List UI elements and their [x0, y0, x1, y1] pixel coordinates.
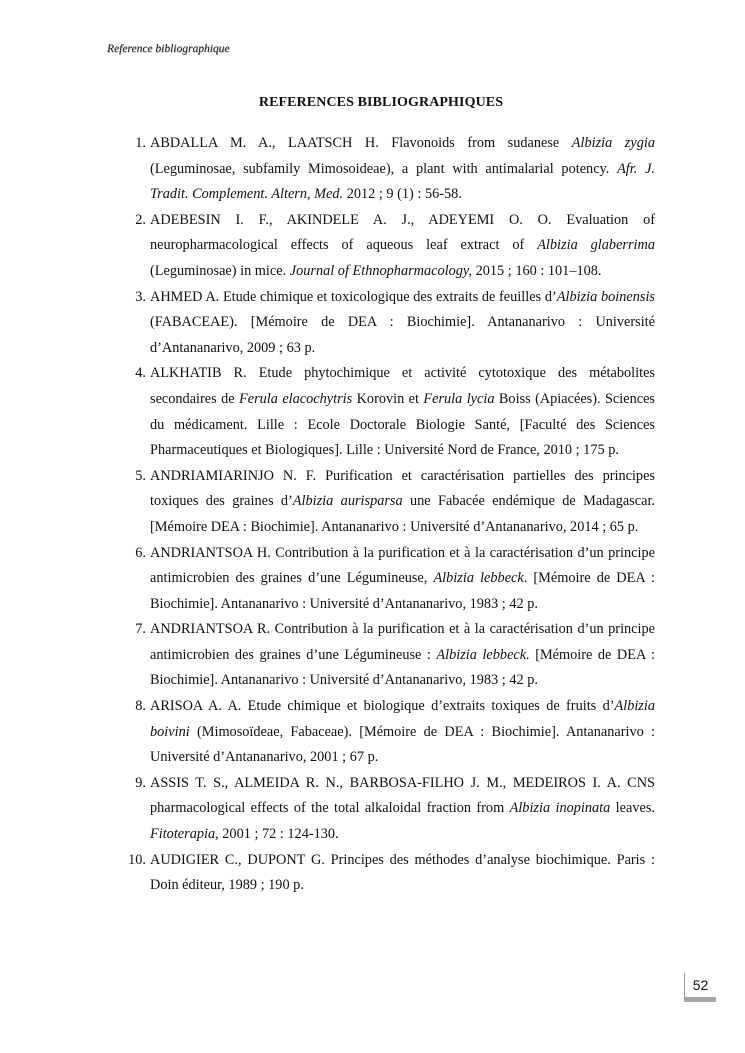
reference-italic-segment: Ferula lycia: [423, 390, 495, 407]
reference-number: 5.: [135, 467, 146, 484]
reference-number: 3.: [135, 288, 146, 305]
reference-number: 2.: [135, 211, 146, 228]
reference-italic-segment: Albizia boivini: [150, 698, 655, 740]
reference-segment: [Mémoire de DEA : Biochimie]. Antananarivo : Université d’Antananarivo, 1983 ; 42 p.: [150, 646, 656, 689]
reference-italic-segment: Albizia lebbeck: [433, 570, 524, 587]
reference-segment: (FABACEAE). [Mémoire de DEA : Biochimie]. Antananarivo : Université d’Antananarivo, 2009 ; 63 p.: [150, 314, 655, 356]
reference-number: 8.: [135, 698, 146, 715]
reference-number: 7.: [135, 621, 146, 638]
reference-text: [150, 212, 655, 279]
reference-segment: ANDRIANTSOA R. Contribution à la purification et à la caractérisation d’un principe antimicrobien des graines d’une Légumineuse :: [150, 621, 655, 663]
reference-italic-segment: Ferula elacochytris: [239, 390, 353, 407]
reference-italic-segment: Albizia boinensis: [556, 288, 655, 305]
reference-segment: une Fabacée endémique de Madagascar. [Mémoire DEA : Biochimie]. Antananarivo : Université d’Antananarivo, 2014 ; 65 p.: [150, 493, 655, 535]
reference-segment: (Leguminosae) in mice.: [150, 262, 290, 279]
reference-number: 1.: [135, 135, 146, 151]
reference-segment: ANDRIANTSOA H. Contribution à la purification et à la caractérisation d’un principe antimicrobien des graines d’une Légumineuse,: [150, 544, 655, 587]
reference-italic-segment: Afr. J. Tradit. Complement. Altern, Med.: [150, 160, 655, 203]
reference-item: [128, 848, 655, 899]
reference-segment: (Mimosoïdeae, Fabaceae). [Mémoire de DEA : Biochimie]. Antananarivo : Université d’Antananarivo, 2001 ; 67 p.: [150, 723, 655, 766]
page-number: 52: [684, 973, 716, 997]
reference-segment: ARISOA A. A. Etude chimique et biologique d’extraits toxiques de fruits d’: [150, 698, 615, 715]
reference-italic-segment: Albizia glaberrima: [537, 237, 655, 254]
reference-italic-segment: Journal of Ethnopharmacology,: [289, 262, 473, 279]
reference-text: [150, 775, 655, 842]
running-header: Reference bibliographique: [107, 43, 230, 55]
reference-text: [150, 545, 655, 612]
reference-number: 6.: [135, 544, 146, 561]
reference-segment: ANDRIAMIARINJO N. F. Purification et caractérisation partielles des principes toxiques des graines d’: [150, 467, 655, 510]
reference-segment: leaves.: [610, 800, 655, 817]
reference-segment: . [Mémoire de DEA : Biochimie]. Antananarivo : Université d’Antananarivo, 1983 ; 42 p.: [150, 570, 655, 612]
reference-segment: Boiss (Apiacées). Sciences du médicament. Lille : Ecole Doctorale Biologie Santé, [Faculté des Sciences Pharmaceutiques et Biologiques]. Lille : Université Nord de France, 2010 ; 175 p.: [150, 390, 655, 459]
reference-item: [135, 541, 655, 618]
reference-item: [135, 285, 655, 362]
reference-text: [150, 621, 655, 688]
reference-segment: 2001 ; 72 : 124-130.: [218, 826, 339, 843]
reference-item: [135, 694, 655, 771]
reference-segment: AUDIGIER C., DUPONT G. Principes des méthodes d’analyse biochimique. Paris : Doin éditeur, 1989 ; 190 p.: [150, 851, 655, 894]
reference-number: 4.: [135, 365, 146, 382]
reference-item: [135, 131, 655, 208]
reference-segment: (Leguminosae, subfamily Mimosoideae), a plant with antimalarial potency.: [150, 160, 618, 177]
reference-italic-segment: Fitoterapia,: [150, 826, 219, 843]
reference-text: [150, 289, 655, 356]
reference-segment: ASSIS T. S., ALMEIDA R. N., BARBOSA-FILHO J. M., MEDEIROS I. A. CNS pharmacological effects of the total alkaloidal fraction from: [150, 774, 655, 817]
page-number-bar: [684, 997, 716, 1002]
reference-segment: ABDALLA M. A., LAATSCH H. Flavonoids from sudanese: [150, 135, 572, 151]
reference-text: [150, 468, 655, 535]
reference-segment: AHMED A. Etude chimique et toxicologique des extraits de feuilles d’: [150, 288, 557, 305]
reference-number: 10.: [128, 851, 146, 868]
reference-number: 9.: [135, 774, 146, 791]
reference-text: [150, 365, 655, 458]
reference-text: [150, 135, 655, 202]
reference-item: [135, 771, 655, 848]
reference-text: [150, 852, 655, 894]
reference-item: [135, 617, 656, 694]
page-title: REFERENCES BIBLIOGRAPHIQUES: [258, 95, 504, 110]
reference-segment: Korovin et: [352, 390, 424, 407]
reference-italic-segment: Albizia zygia: [571, 135, 655, 151]
reference-item: [135, 464, 655, 541]
reference-italic-segment: Albizia inopinata: [509, 800, 611, 817]
reference-segment: 2012 ; 9 (1) : 56-58.: [343, 186, 462, 203]
reference-segment: ALKHATIB R. Etude phytochimique et activité cytotoxique des métabolites secondaires de: [150, 365, 655, 407]
reference-segment: 2015 ; 160 : 101–108.: [472, 262, 602, 279]
reference-italic-segment: Albizia aurisparsa: [292, 493, 403, 510]
reference-item: [135, 208, 655, 285]
reference-italic-segment: Albizia lebbeck.: [436, 646, 530, 663]
reference-list: [128, 131, 656, 899]
reference-item: [135, 361, 655, 463]
reference-segment: ADEBESIN I. F., AKINDELE A. J., ADEYEMI O. O. Evaluation of neuropharmacological effects of aqueous leaf extract of: [150, 211, 655, 254]
reference-text: [150, 698, 655, 765]
